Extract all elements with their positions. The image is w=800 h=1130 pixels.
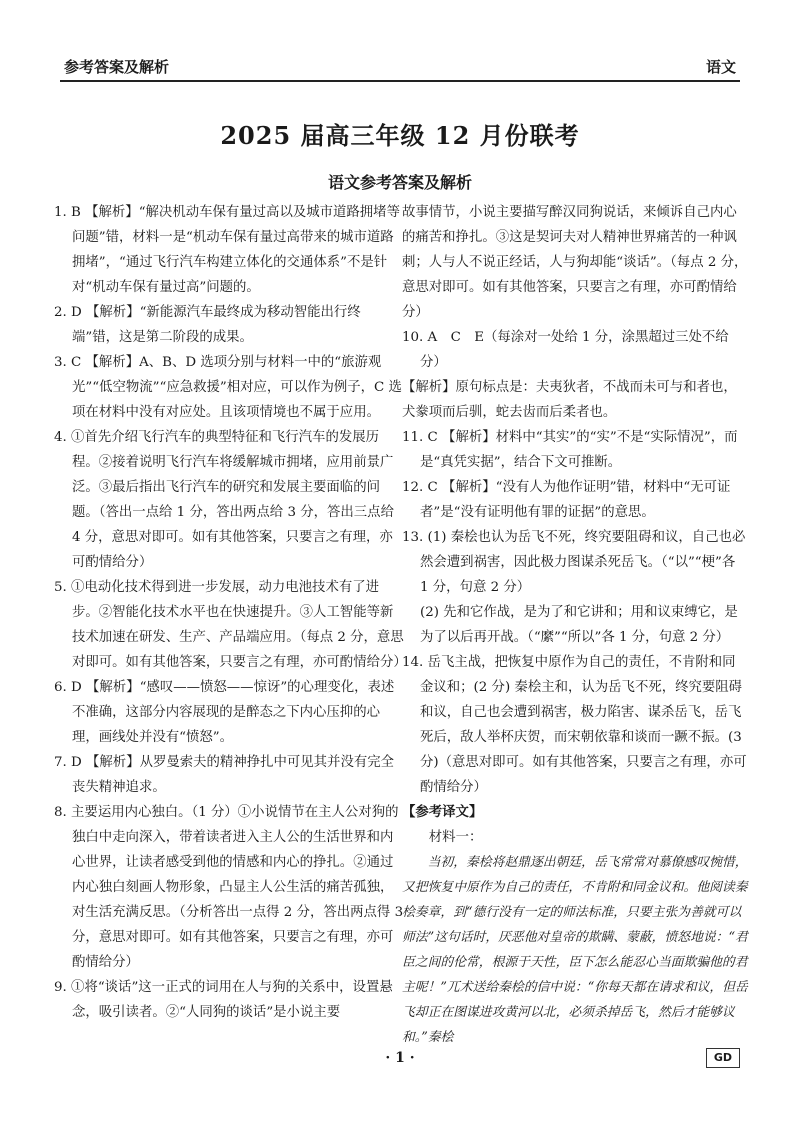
right-column	[402, 200, 748, 1050]
page-header	[60, 52, 740, 82]
exam-title: 2025 届高三年级 12 月份联考	[220, 121, 580, 150]
answer-item-8: 8. 主要运用内心独白。（1 分）①小说情节在主人公对狗的独白中走向深入，带着读者进入主人公的生活世界和内心世界，让读者感受到他的情感和内心的挣扎。②通过内心独白刻画人物形象，凸显主人公生活的痛苦孤独，对生活充满反思。（分析答出一点得 2 分，答出两点得 3 分，意思对即可。如有其他答案，只要言之有理，亦可酌情给分）	[54, 805, 404, 970]
answer-item-11: 11. C 【解析】材料中“其实”的“实”不是“实际情况”，而是“真凭实据”，结合下文可推断。	[402, 430, 738, 470]
header-left-label: 参考答案及解析	[64, 58, 170, 76]
answer-item-4: 4. ①首先介绍飞行汽车的典型特征和飞行汽车的发展历程。②接着说明飞行汽车将缓解城市拥堵，应用前景广泛。③最后指出飞行汽车的研究和发展主要面临的问题。（答出一点给 1 分，答出两点给 3 分，答出三点给 4 分，意思对即可。如有其他答案，只要言之有理，亦可酌情给分）	[54, 430, 394, 570]
header-subject-label: 语文	[705, 58, 736, 76]
answer-item-10-analysis: 【解析】原句标点是：夫夷狄者，不战而未可与和者也，犬豢项而后驯，蛇去齿而后柔者也。	[402, 380, 737, 420]
answer-item-1: 1. B 【解析】“解决机动车保有量过高以及城市道路拥堵等问题”错，材料一是“机动车保有量过高带来的城市道路拥堵”，“通过飞行汽车构建立体化的交通体系”不是针对“机动车保有量过高”问题的。	[54, 205, 400, 295]
answer-item-12: 12. C 【解析】“没有人为他作证明”错，材料中“无可证者”是“没有证明他有罪的证据”的意思。	[402, 480, 731, 520]
answer-item-6: 6. D 【解析】“感叹——愤怒——惊讶”的心理变化，表述不准确，这部分内容展现的是醉态之下内心压抑的心理，画线处并没有“愤怒”。	[54, 680, 395, 745]
material-one-label: 材料一：	[428, 830, 483, 845]
reference-translation-text: 当初，秦桧将赵鼎逐出朝廷，岳飞常常对慕僚感叹惋惜，又把恢复中原作为自己的责任，不肯附和同金议和。他阅读秦桧奏章，到“德行没有一定的师法标准，只要主张为善就可以师法”这句话时，厌恶他对皇帝的欺瞒、蒙蔽，愤怒地说：“君臣之间的伦常，根源于天性，臣下怎么能忍心当面欺骗他的君主呢！”兀术送给秦桧的信中说：“你每天都在请求和议，但岳飞却正在图谋进攻黄河以北，必须杀掉岳飞，然后才能够议和。”秦桧	[402, 855, 748, 1045]
left-column	[54, 200, 407, 1025]
answer-item-9-start: 9. ①将“谈话”这一正式的词用在人与狗的关系中，设置悬念，吸引读者。②“人同狗的谈话”是小说主要	[54, 980, 393, 1020]
answer-item-13-part-1: 13. (1) 秦桧也认为岳飞不死，终究要阻碍和议，自己也必然会遭到祸害，因此极力图谋杀死岳飞。（“以”“梗”各 1 分，句意 2 分）	[402, 530, 746, 595]
answer-item-13-part-2: (2) 先和它作战，是为了和它讲和；用和议束缚它，是为了以后再开战。（“縻”“所以”各 1 分，句意 2 分）	[420, 605, 738, 645]
page-number: · 1 ·	[385, 1050, 415, 1066]
answer-item-14: 14. 岳飞主战，把恢复中原作为自己的责任，不肯附和同金议和；(2 分) 秦桧主和，认为岳飞不死，终究要阻碍和议，自己也会遭到祸害，极力陷害、谋杀岳飞，岳飞死后，敌人举杯庆贺，而宋朝依靠和谈而一蹶不振。(3 分)（意思对即可。如有其他答案，只要言之有理，亦可酌情给分）	[402, 655, 747, 795]
header-rule	[60, 80, 740, 82]
answer-item-5: 5. ①电动化技术得到进一步发展，动力电池技术有了进步。②智能化技术水平也在快速提升。③人工智能等新技术加速在研发、生产、产品端应用。（每点 2 分，意思对即可。如有其他答案，只要言之有理，亦可酌情给分）	[54, 580, 407, 670]
answer-item-2: 2. D 【解析】“新能源汽车最终成为移动智能出行终端”错，这是第二阶段的成果。	[54, 305, 361, 345]
answer-item-7: 7. D 【解析】从罗曼索夫的精神挣扎中可见其并没有完全丧失精神追求。	[54, 755, 395, 795]
edition-badge: GD	[706, 1048, 740, 1068]
answer-item-9-continued: 故事情节，小说主要描写醉汉同狗说话，来倾诉自己内心的痛苦和挣扎。③这是契诃夫对人精神世界痛苦的一种讽刺；人与人不说正经话，人与狗却能“谈话”。（每点 2 分，意思对即可。如有其他答案，只要言之有理，亦可酌情给分）	[402, 205, 748, 320]
reference-translation-heading: 【参考译文】	[402, 804, 483, 820]
answer-item-3: 3. C 【解析】A、B、D 选项分别与材料一中的“旅游观光”“低空物流”“应急救援”相对应，可以作为例子，C 选项在材料中没有对应处。且该项情境也不属于应用。	[54, 355, 402, 420]
answer-key-subtitle: 语文参考答案及解析	[327, 173, 472, 192]
answer-item-10: 10. A C E（每涂对一处给 1 分，涂黑超过三处不给分）	[402, 330, 729, 370]
